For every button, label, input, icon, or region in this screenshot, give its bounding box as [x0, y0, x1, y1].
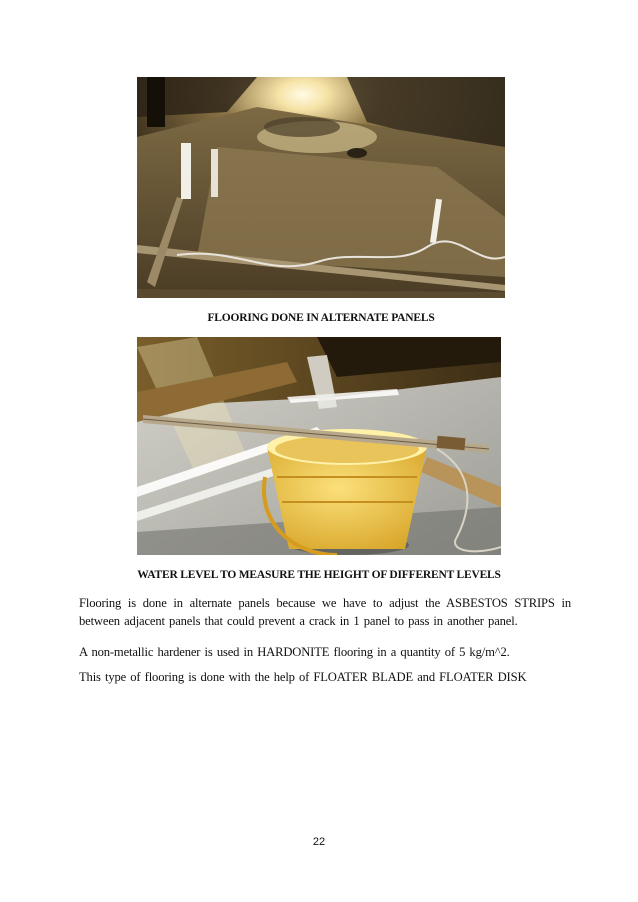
body-paragraph-floater-tools: This type of flooring is done with the help of FLOATER BLADE and FLOATER DISK	[79, 670, 527, 684]
page-number: 22	[312, 836, 326, 848]
body-paragraph-alternate-panels: Flooring is done in alternate panels because we have to adjust the ASBESTOS STRIPS in between adjacent panels that could prevent a crack in 1 panel to pass in another panel.	[79, 596, 571, 628]
figure-caption-water-level: WATER LEVEL TO MEASURE THE HEIGHT OF DIFFERENT LEVELS	[137, 569, 501, 581]
water-level-photo	[137, 337, 501, 555]
body-paragraph-hardener: A non-metallic hardener is used in HARDONITE flooring in a quantity of 5 kg/m^2.	[79, 645, 510, 659]
figure-caption-flooring-panels: FLOORING DONE IN ALTERNATE PANELS	[207, 312, 435, 324]
flooring-panels-photo	[137, 77, 505, 298]
